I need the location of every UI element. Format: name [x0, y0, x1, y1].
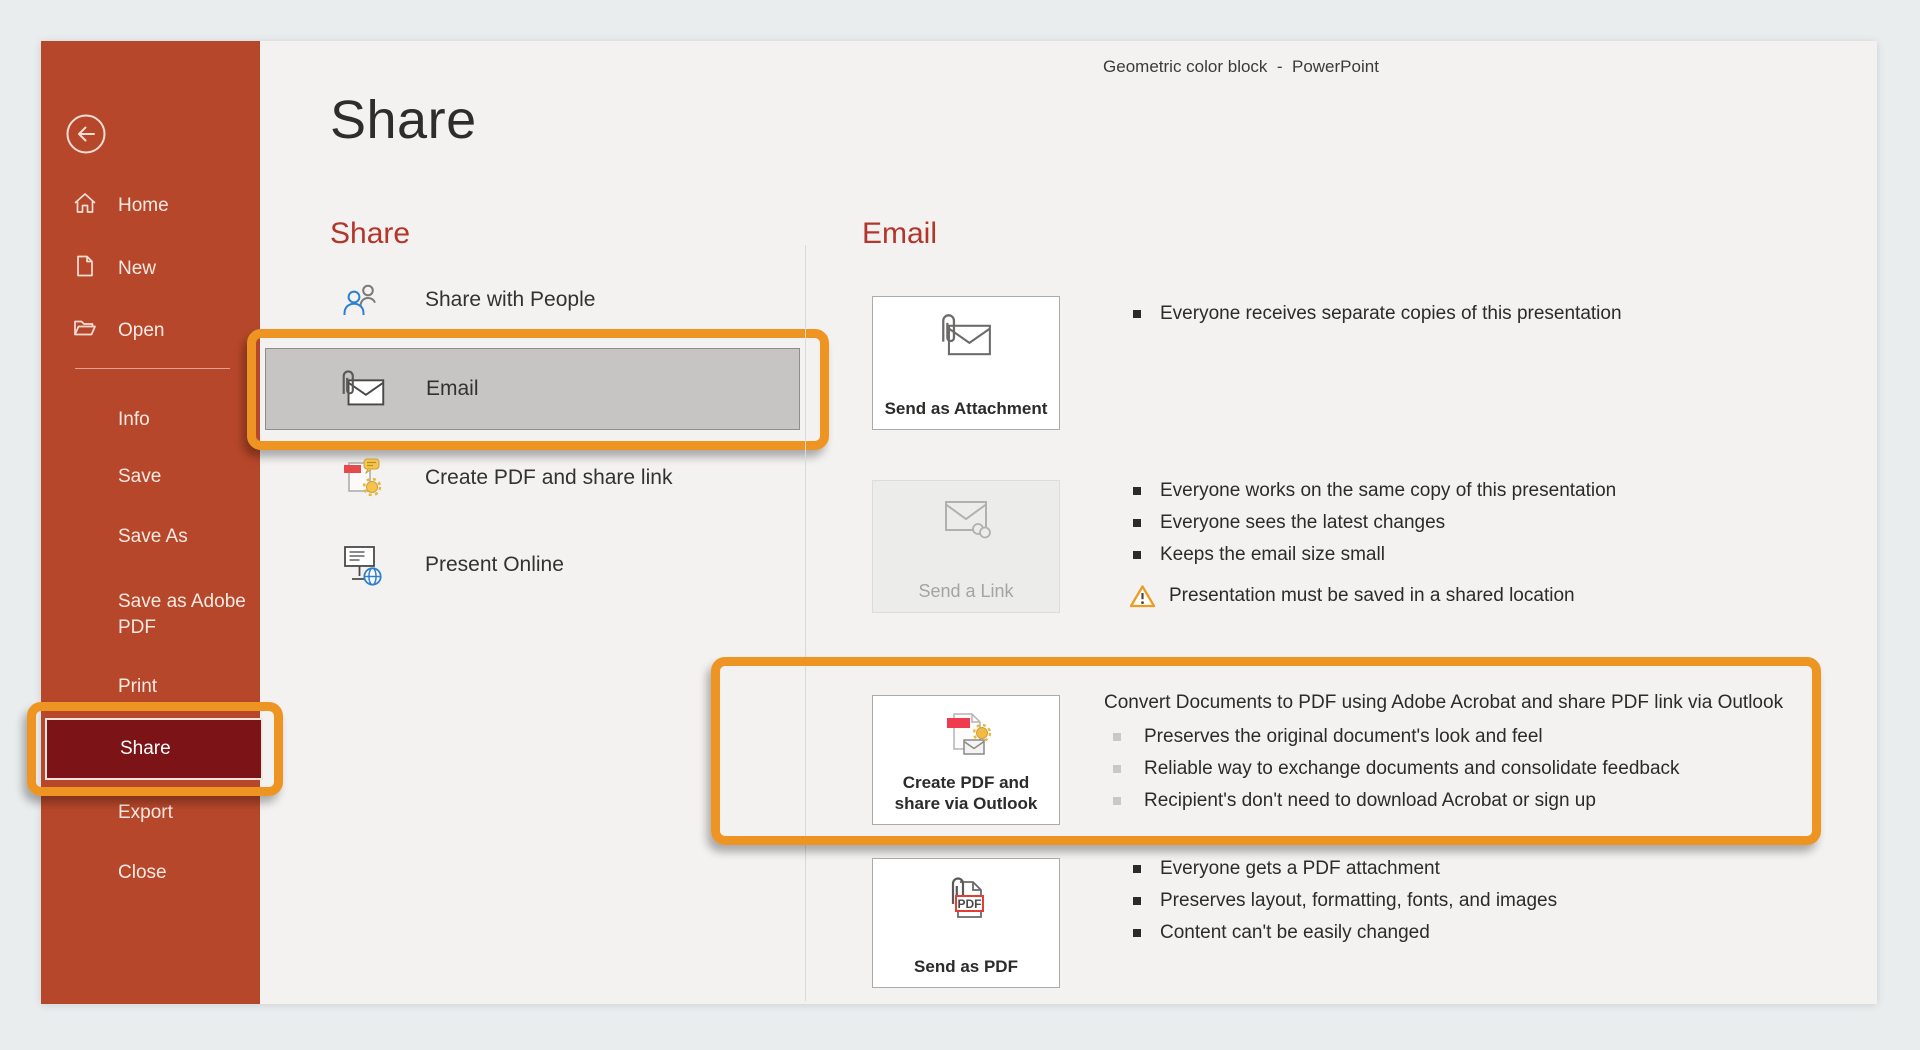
attachment-envelope-icon [934, 311, 998, 366]
send-as-pdf-button[interactable] [872, 858, 1060, 988]
create-pdf-share-outlook-button[interactable] [872, 695, 1060, 825]
link-envelope-icon [937, 495, 995, 546]
acrobat-outlook-icon [937, 710, 995, 767]
backstage-sidebar [41, 41, 260, 1004]
bullet-item: Everyone receives separate copies of this presentation [1133, 302, 1622, 325]
sidebar-item-export[interactable]: Export [118, 802, 173, 823]
bullet-square [1133, 551, 1141, 559]
bullet-item: Reliable way to exchange documents and consolidate feedback [1113, 757, 1680, 780]
sidebar-item-info[interactable]: Info [118, 409, 150, 430]
share-option-label: Share with People [425, 288, 596, 311]
sidebar-item-label: Open [118, 320, 165, 341]
create-pdf-link-icon [335, 457, 389, 499]
page-title: Share [330, 90, 477, 150]
send-a-link-button-disabled [872, 480, 1060, 613]
bullet-item: Preserves the original document's look and feel [1113, 725, 1543, 748]
sidebar-item-open[interactable] [72, 316, 164, 346]
share-people-icon [335, 280, 389, 320]
sidebar-item-save-as[interactable]: Save As [118, 526, 188, 547]
email-envelope-icon [336, 367, 390, 411]
bullet-item: Everyone gets a PDF attachment [1133, 857, 1440, 880]
warning-message: Presentation must be saved in a shared location [1129, 584, 1575, 614]
share-option-share-with-people[interactable] [335, 277, 595, 323]
sidebar-item-label: New [118, 258, 157, 279]
button-label: Send a Link [918, 581, 1014, 601]
sidebar-item-print[interactable]: Print [118, 676, 158, 697]
sidebar-item-home[interactable] [72, 191, 169, 221]
share-column-heading: Share [330, 217, 411, 250]
bullet-item: Preserves layout, formatting, fonts, and images [1133, 889, 1557, 912]
bullet-square [1133, 487, 1141, 495]
bullet-item: Recipient's don't need to download Acrobat or sign up [1113, 789, 1596, 812]
bullet-square [1133, 519, 1141, 527]
bullet-square [1133, 897, 1141, 905]
sidebar-item-new[interactable] [72, 254, 156, 284]
new-document-icon [72, 253, 98, 285]
share-option-present-online[interactable] [335, 542, 564, 588]
outlook-intro-text: Convert Documents to PDF using Adobe Acrobat and share PDF link via Outlook [1104, 692, 1784, 713]
open-folder-icon [72, 315, 98, 347]
sidebar-divider [75, 368, 230, 369]
bullet-item: Everyone sees the latest changes [1133, 511, 1445, 534]
sidebar-item-close[interactable]: Close [118, 862, 167, 883]
back-arrow-icon [65, 142, 107, 159]
sidebar-item-label: Home [118, 195, 169, 216]
home-icon [72, 190, 98, 222]
share-option-label: Create PDF and share link [425, 466, 673, 489]
bullet-square [1113, 797, 1121, 805]
share-option-label: Present Online [425, 553, 564, 576]
bullet-square [1133, 865, 1141, 873]
share-option-email-selected[interactable] [265, 348, 800, 430]
sidebar-item-save[interactable]: Save [118, 466, 162, 487]
bullet-square [1133, 310, 1141, 318]
column-divider [805, 245, 806, 1001]
svg-text:PDF: PDF [957, 897, 982, 911]
window-title: Geometric color block - PowerPoint [1103, 57, 1379, 76]
bullet-square [1133, 929, 1141, 937]
share-option-create-pdf-share-link[interactable] [335, 455, 672, 501]
sidebar-item-share-selected[interactable] [45, 718, 263, 780]
bullet-item: Everyone works on the same copy of this presentation [1133, 479, 1616, 502]
bullet-square [1113, 765, 1121, 773]
email-column-heading: Email [862, 217, 938, 250]
button-label: Send as PDF [914, 957, 1018, 976]
bullet-item: Content can't be easily changed [1133, 921, 1430, 944]
powerpoint-backstage-window [41, 41, 1877, 1004]
button-label: Create PDF and share via Outlook [894, 773, 1038, 813]
sidebar-item-save-as-adobe-pdf[interactable]: Save as Adobe PDF [118, 591, 246, 638]
bullet-item: Keeps the email size small [1133, 543, 1385, 566]
share-option-label: Email [426, 377, 479, 400]
warning-icon [1129, 584, 1156, 614]
bullet-square [1113, 733, 1121, 741]
pdf-attachment-icon [939, 873, 993, 936]
sidebar-item-label: Share [120, 738, 171, 759]
button-label: Send as Attachment [884, 399, 1048, 418]
present-online-icon [335, 543, 389, 587]
send-as-attachment-button[interactable] [872, 296, 1060, 430]
back-button[interactable] [65, 113, 107, 155]
